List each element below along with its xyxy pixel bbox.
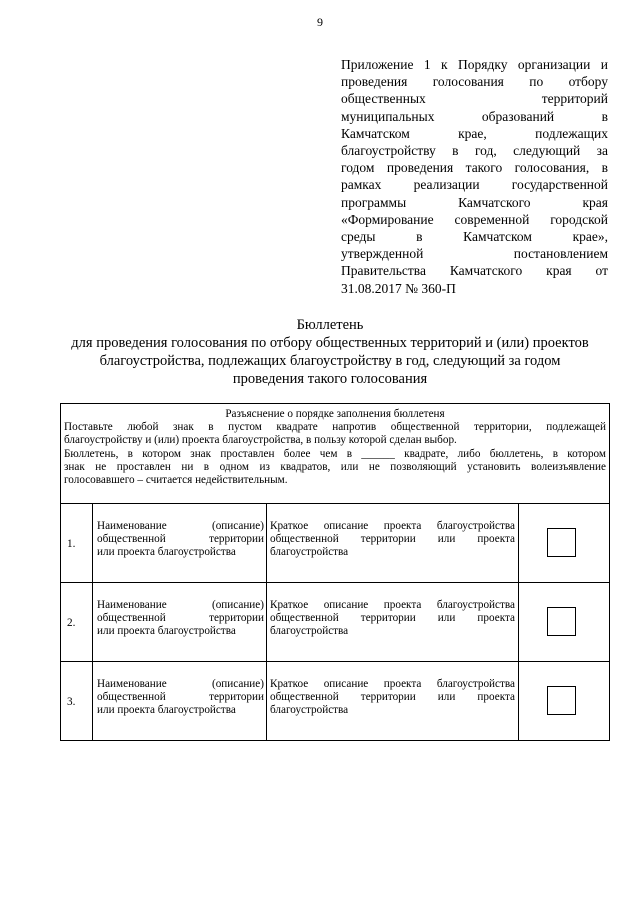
project-description-line: Краткое описание проекта благоустройства [270, 520, 515, 532]
row-number-cell [61, 662, 93, 740]
appendix-line: проведения голосования по отбору [341, 74, 608, 90]
territory-name-line: или проекта благоустройства [97, 546, 236, 559]
row-number-cell [61, 504, 93, 582]
territory-name-line: Наименование (описание) [97, 599, 264, 611]
project-description-cell [267, 583, 519, 661]
project-description-cell [267, 504, 519, 582]
row-number: 3. [67, 696, 76, 708]
project-description-line: благоустройства [270, 546, 349, 559]
checkbox-cell [519, 583, 609, 661]
row-number: 2. [67, 617, 76, 629]
territory-name-line: общественной территории [97, 612, 264, 625]
territory-name-line: общественной территории [97, 533, 264, 546]
ballot-row [61, 583, 609, 662]
territory-name-line: или проекта благоустройства [97, 625, 236, 638]
project-description-line: благоустройства [270, 625, 349, 638]
appendix-line: Камчатском крае, подлежащих [341, 125, 608, 141]
vote-checkbox[interactable] [547, 607, 576, 636]
explanation-line: благоустройству и (или) проекта благоустройства, в пользу которой сделан выбор. [64, 434, 457, 447]
ballot-title-line: проведения такого голосования [232, 371, 428, 387]
explanation-line: Бюллетень, в котором знак проставлен более чем в ______ квадрате, либо бюллетень, в котором [64, 447, 606, 460]
appendix-heading [341, 56, 608, 297]
checkbox-cell [519, 662, 609, 740]
row-number: 1. [67, 538, 76, 550]
appendix-line: «Формирование современной городской [341, 211, 608, 227]
ballot-table [60, 403, 610, 741]
appendix-line: среды в Камчатском крае», [341, 229, 608, 245]
territory-name-line: Наименование (описание) [97, 520, 264, 532]
explanation-line: знак не проставлен ни в одном из квадратов, или не позволяющий установить волеизъявление [64, 460, 606, 473]
appendix-line: общественных территорий [341, 91, 608, 107]
project-description-line: благоустройства [270, 704, 349, 717]
explanation-line: голосовавшего – считается недействительным. [64, 474, 288, 487]
appendix-line: годом проведения такого голосования, в [341, 160, 608, 176]
territory-name-line: или проекта благоустройства [97, 704, 236, 717]
appendix-line: утвержденной постановлением [341, 246, 608, 262]
appendix-line: Приложение 1 к Порядку организации и [341, 57, 608, 72]
project-description-line: общественной территории или проекта [270, 691, 515, 704]
explanation-block [61, 404, 609, 504]
territory-name-cell [93, 504, 267, 582]
project-description-line: Краткое описание проекта благоустройства [270, 678, 515, 690]
appendix-line: 31.08.2017 № 360-П [341, 280, 456, 296]
checkbox-cell [519, 504, 609, 582]
territory-name-line: Наименование (описание) [97, 678, 264, 690]
appendix-line: благоустройству в год, следующий за [341, 143, 608, 159]
appendix-line: Правительства Камчатского края от [341, 263, 608, 279]
ballot-title-line: Бюллетень [296, 317, 364, 333]
row-number-cell [61, 583, 93, 661]
ballot-row [61, 504, 609, 583]
territory-name-line: общественной территории [97, 691, 264, 704]
explanation-line: Поставьте любой знак в пустом квадрате напротив общественной территории, подлежащей [64, 421, 606, 434]
appendix-line: программы Камчатского края [341, 194, 608, 210]
page-number: 9 [317, 15, 323, 29]
project-description-line: Краткое описание проекта благоустройства [270, 599, 515, 611]
vote-checkbox[interactable] [547, 528, 576, 557]
appendix-line: муниципальных образований в [341, 108, 608, 124]
territory-name-cell [93, 662, 267, 740]
project-description-line: общественной территории или проекта [270, 533, 515, 546]
project-description-cell [267, 662, 519, 740]
vote-checkbox[interactable] [547, 686, 576, 715]
territory-name-cell [93, 583, 267, 661]
ballot-title-line: благоустройства, подлежащих благоустройству в год, следующий за годом [99, 353, 561, 369]
ballot-title [40, 316, 620, 388]
appendix-line: рамках реализации государственной [341, 177, 608, 193]
ballot-title-line: для проведения голосования по отбору общественных территорий и (или) проектов [71, 335, 589, 351]
explanation-title: Разъяснение о порядке заполнения бюллетеня [225, 408, 445, 420]
ballot-row [61, 662, 609, 740]
project-description-line: общественной территории или проекта [270, 612, 515, 625]
